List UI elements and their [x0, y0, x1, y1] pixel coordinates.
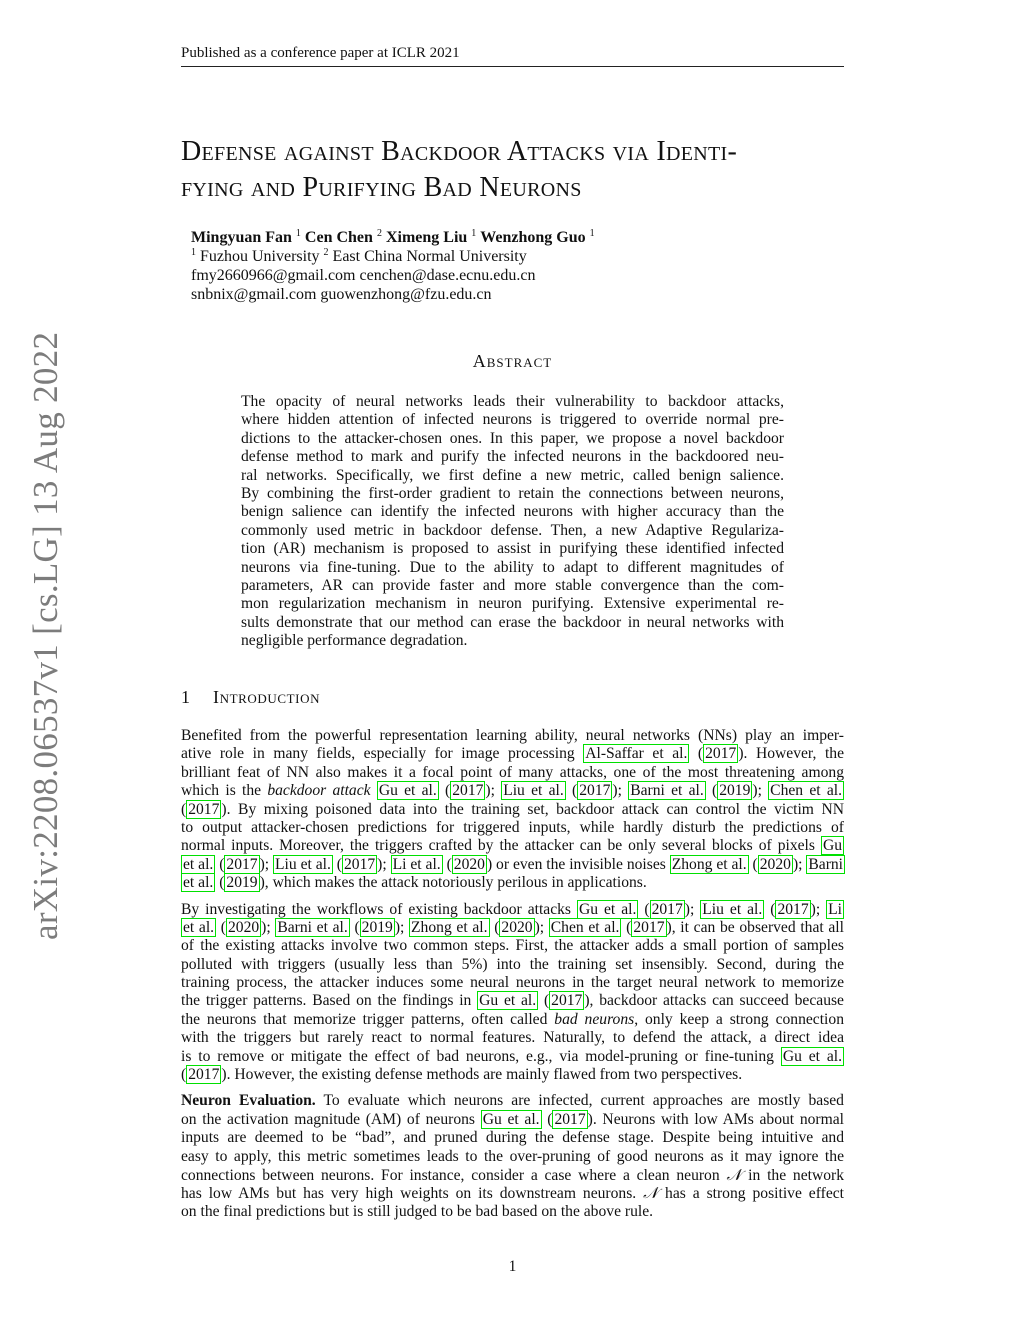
title-line-2: fying and Purifying Bad Neurons [181, 172, 582, 203]
citation-link[interactable]: Barni [808, 855, 844, 873]
text-line: et al. ( 2020 ); Barni et al. ( 2019 ); Zhong et al. ( 2020 ); Chen et al. ( 2017 ), it can be observed that all [183, 918, 844, 936]
citation-link[interactable]: Liu et al. [275, 855, 331, 873]
citation-link[interactable]: Gu et al. [479, 992, 537, 1010]
citation-link[interactable]: Al-Saffar et al. [585, 745, 688, 763]
text-line: of the existing attacks involve two common steps. First, the attacker adds a small portion of samples [181, 937, 844, 955]
citation-link[interactable]: Barni et al. [277, 918, 348, 936]
text-line: is to remove or mitigate the effect of bad neurons, e.g., via model-pruning or fine-tuning Gu et al. [181, 1047, 843, 1065]
citation-link[interactable]: Zhong et al. [411, 918, 488, 936]
citation-link[interactable]: 2017 [633, 918, 665, 936]
citation-link[interactable]: 2017 [188, 1066, 220, 1084]
author-4: Wenzhong Guo [480, 229, 586, 246]
citation-link[interactable]: Gu [822, 837, 842, 855]
math-symbol-n: 𝒩 [726, 1165, 742, 1184]
text-line: ( 2017 ). However, the existing defense methods are mainly flawed from two perspectives. [181, 1066, 743, 1084]
math-symbol-n: 𝒩 [643, 1184, 659, 1203]
text-line: ( 2017 ). By mixing poisoned data into the training set, backdoor attack can control the victim NN [181, 800, 844, 818]
abstract-line: By combining the first-order gradient to retain the connections between neurons, [241, 484, 784, 502]
citation-link[interactable]: Liu et al. [503, 782, 564, 800]
citation-link[interactable]: 2019 [361, 918, 393, 936]
citation-link[interactable]: Chen et al. [550, 918, 620, 936]
text-line: which is the backdoor attack Gu et al. ( 2017 ); Liu et al. ( 2017 ); Barni et al. ( 2019 ); Chen et al. [181, 782, 842, 800]
citation-link[interactable]: Barni et al. [630, 782, 704, 800]
text-line: et al. ( 2019 ), which makes the attack notoriously perilous in applications. [183, 874, 647, 892]
paragraph-run-in-heading: Neuron Evaluation. [181, 1092, 316, 1110]
header-rule [181, 66, 844, 67]
text-line: the trigger patterns. Based on the findings in Gu et al. ( 2017 ), backdoor attacks can succeed because [181, 992, 844, 1010]
page-number: 1 [508, 1258, 517, 1275]
abstract-heading: Abstract [472, 351, 553, 371]
citation-link[interactable]: 2017 [651, 900, 683, 918]
arxiv-identifier[interactable]: arXiv:2208.06537v1 [cs.LG] 13 Aug 2022 [26, 331, 65, 940]
abstract [241, 393, 784, 650]
text-line: By investigating the workflows of existing backdoor attacks Gu et al. ( 2017 ); Liu et al. ( 2017 ); Li [181, 900, 842, 918]
abstract-line: negligible performance degradation. [241, 632, 468, 650]
abstract-line: benign salience can identify the infected neurons with higher accuracy than the [241, 503, 784, 521]
running-header: Published as a conference paper at ICLR 2021 [181, 45, 460, 61]
affiliations: $^1$ Fuzhou University $^2$ East China Normal University [191, 247, 527, 265]
citation-link[interactable]: 2017 [188, 800, 220, 818]
paragraph-1 [181, 727, 844, 893]
introduction-body [181, 727, 844, 1229]
text-line: with the triggers but rarely react to normal features. Naturally, to defend the attack, a direct idea [181, 1029, 844, 1047]
citation-link[interactable]: Liu et al. [702, 900, 763, 918]
citation-link[interactable]: Gu et al. [782, 1047, 843, 1065]
abstract-line: defense method to mark and purify the infected neurons in the backdoored neu- [241, 448, 784, 466]
text-line: on the activation magnitude (AM) of neurons Gu et al. ( 2017 ). Neurons with low AMs about normal [181, 1110, 845, 1128]
text-line: brilliant feat of NN also makes it a focal point of many attacks, one of the most threatening among [181, 763, 844, 781]
abstract-line: dictions to the attacker-chosen ones. In this paper, we propose a novel backdoor [241, 429, 784, 447]
text-line: training process, the attacker induces some neural neurons in the target neural network to memorize [181, 974, 844, 992]
author-block [191, 228, 811, 304]
emails-line-1: fmy2660966@gmail.com cenchen@dase.ecnu.edu.cn [191, 267, 536, 284]
section-title: Introduction [213, 687, 321, 707]
text-line: polluted with triggers (usually less than 5%) into the training set insensibly. Second, during the [181, 955, 844, 973]
abstract-line: neurons via fine-tuning. Due to the ability to adapt to different magnitudes of [241, 558, 784, 576]
citation-link[interactable]: 2017 [579, 782, 611, 800]
citation-link[interactable]: 2017 [777, 900, 809, 918]
text-line: Neuron Evaluation. To evaluate which neurons are infected, current approaches are mostly based [181, 1092, 844, 1110]
author-names: Mingyuan Fan $^1$ Cen Chen $^2$ Ximeng Liu $^1$ Wenzhong Guo $^1$ [191, 228, 595, 246]
citation-link[interactable]: et al. [183, 918, 215, 936]
abstract-line: mon regularization mechanism in neuron purifying. Extensive experimental re- [241, 595, 784, 613]
citation-link[interactable]: 2019 [719, 782, 751, 800]
citation-link[interactable]: 2019 [226, 874, 258, 892]
abstract-line: ral networks. Specifically, we first define a new metric, called benign salience. [241, 466, 784, 484]
citation-link[interactable]: Gu et al. [378, 782, 437, 800]
citation-link[interactable]: et al. [183, 874, 214, 892]
citation-link[interactable]: Li [828, 900, 842, 918]
text-line: normal inputs. Moreover, the triggers crafted by the attacker can be only several blocks of pixels Gu [181, 837, 842, 855]
text-line: inputs are deemed to be “bad”, and pruned during the defense stage. Despite being intuitive and [181, 1129, 844, 1147]
text-line: to output attacker-chosen predictions for triggered inputs, while hardly disturb the predictions of [181, 818, 844, 836]
author-2: Cen Chen [304, 229, 373, 246]
citation-link[interactable]: 2020 [227, 918, 260, 936]
author-1: Mingyuan Fan [191, 229, 292, 246]
abstract-line: tion (AR) mechanism is proposed to assist in purifying these identified infected [241, 540, 784, 558]
citation-link[interactable]: 2017 [226, 855, 258, 873]
title-line-1: Defense against Backdoor Attacks via Identi- [181, 136, 738, 167]
abstract-line: sults demonstrate that our method can erase the backdoor in neural networks with [241, 613, 784, 631]
affiliation-2: East China Normal University [332, 248, 527, 265]
paper-title [181, 134, 844, 206]
citation-link[interactable]: 2017 [343, 855, 376, 873]
text-line: ative role in many fields, especially for image processing Al-Saffar et al. ( 2017 ). However, the [181, 745, 845, 763]
citation-link[interactable]: Gu et al. [482, 1110, 540, 1128]
citation-link[interactable]: Chen et al. [770, 782, 842, 800]
text-line: connections between neurons. For instance, consider a case where a clean neuron 𝒩 in the network [181, 1165, 844, 1184]
section-heading-introduction [181, 687, 844, 707]
paragraph-3 [181, 1092, 844, 1221]
author-3: Ximeng Liu [385, 229, 468, 246]
abstract-line: The opacity of neural networks leads their vulnerability to backdoor attacks, [241, 393, 784, 410]
paragraph-2 [181, 901, 844, 1085]
abstract-line: commonly used metric in backdoor defense. Then, a new Adaptive Regulariza- [241, 521, 784, 539]
citation-link[interactable]: 2017 [551, 992, 583, 1010]
citation-link[interactable]: 2020 [759, 855, 791, 873]
text-line: the neurons that memorize trigger patterns, often called bad neurons, only keep a strong connection [181, 1010, 844, 1028]
section-number: 1 [181, 687, 191, 707]
citation-link[interactable]: 2017 [452, 782, 484, 800]
abstract-line: where hidden attention of infected neurons is triggered to override normal pre- [241, 411, 784, 429]
citation-link[interactable]: 2017 [554, 1110, 586, 1128]
citation-link[interactable]: Gu et al. [578, 900, 637, 918]
text-line: on the final predictions but is still judged to be bad based on the above rule. [181, 1202, 654, 1220]
text-line: easy to apply, this metric sometimes leads to the over-pruning of good neurons as it may ignore the [181, 1147, 844, 1165]
abstract-line: parameters, AR can provide faster and more stable convergence than the com- [241, 576, 784, 594]
text-line: et al. ( 2017 ); Liu et al. ( 2017 ); Li et al. ( 2020 ) or even the invisible noises Zhong et al. ( 2020 ); Barni [183, 855, 844, 873]
citation-link[interactable]: 2017 [705, 745, 737, 763]
text-line: has low AMs but has very high weights on its downstream neurons. 𝒩 has a strong positive effect [181, 1184, 844, 1203]
text-line: Benefited from the powerful representation learning ability, neural networks (NNs) play an imper- [181, 727, 844, 744]
citation-link[interactable]: 2020 [501, 918, 533, 936]
affiliation-1: Fuzhou University [200, 248, 320, 265]
citation-link[interactable]: Li et al. [392, 855, 441, 873]
citation-link[interactable]: Zhong et al. [671, 855, 747, 873]
citation-link[interactable]: 2020 [453, 855, 485, 873]
citation-link[interactable]: et al. [183, 855, 214, 873]
emails-line-2: snbnix@gmail.com guowenzhong@fzu.edu.cn [191, 286, 492, 303]
